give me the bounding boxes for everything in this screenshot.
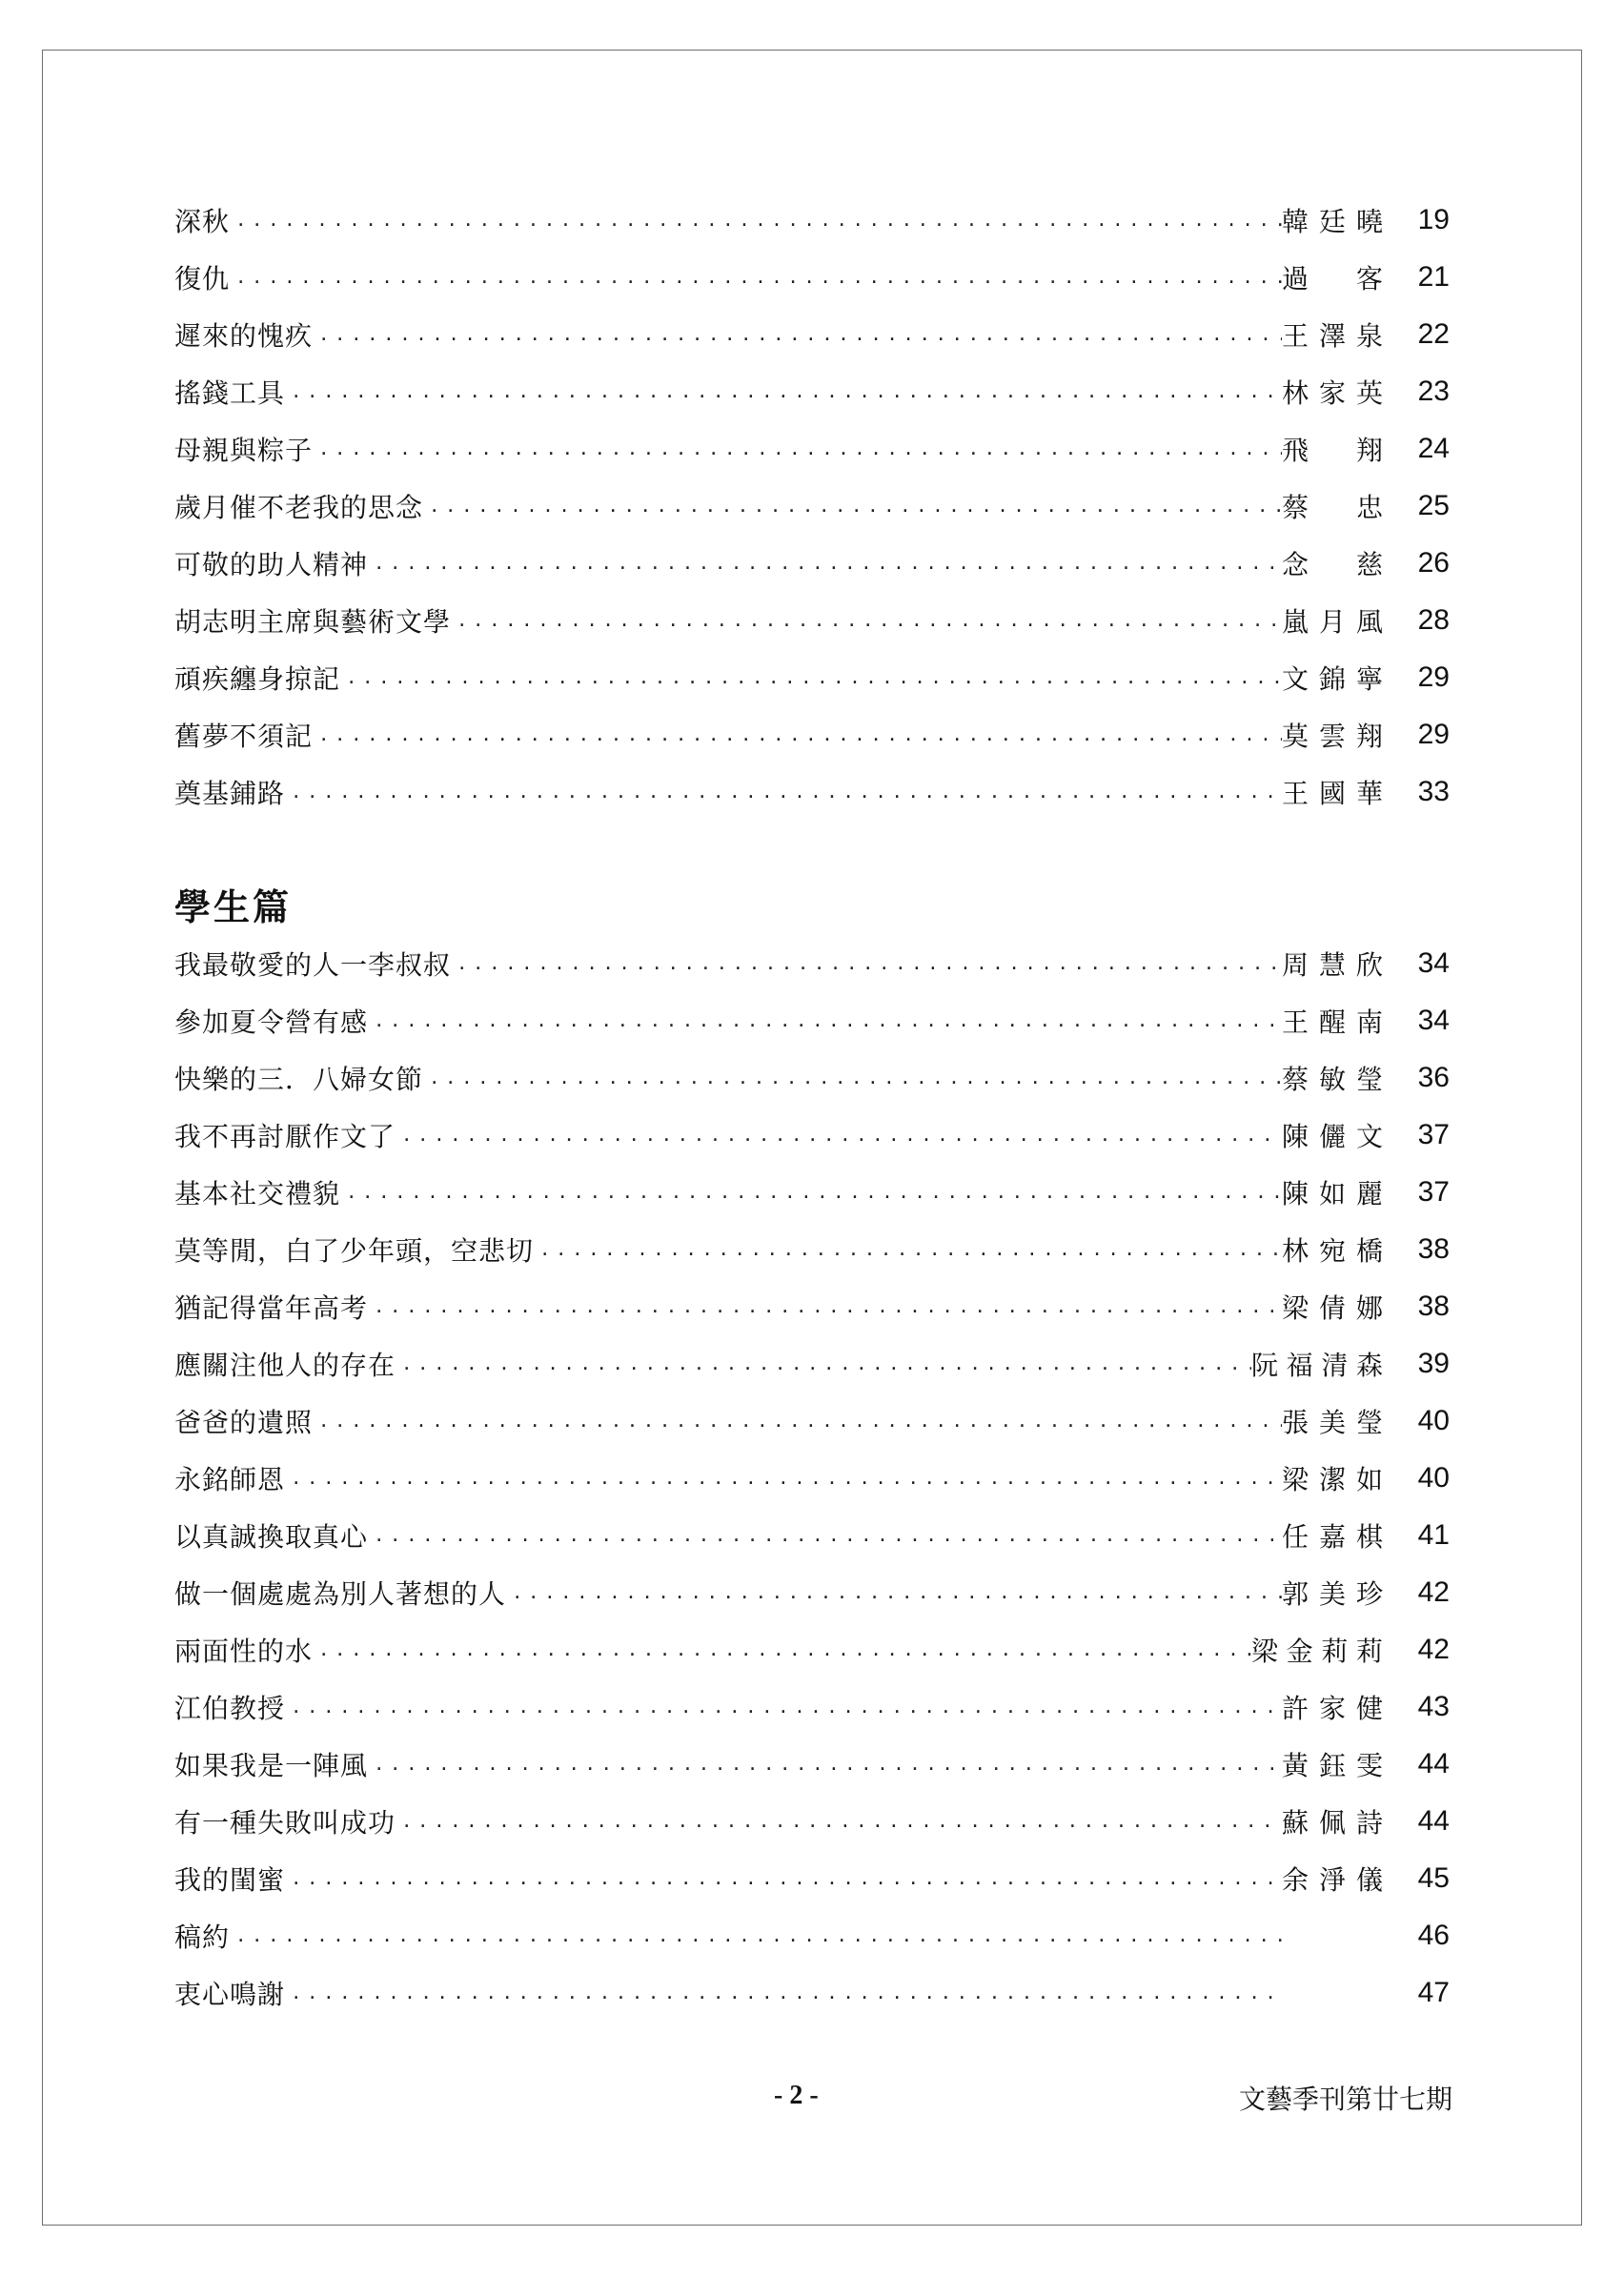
entry-title: 歲月催不老我的思念 <box>174 492 424 523</box>
toc-entry <box>174 1173 1450 1211</box>
entry-page-number: 33 <box>1417 776 1450 807</box>
entry-title: 以真誠換取真心 <box>174 1521 369 1553</box>
dot-leader <box>318 1402 1282 1440</box>
entry-title: 莫等閒，白了少年頭，空悲切 <box>174 1235 535 1267</box>
entry-page-number: 28 <box>1417 604 1450 636</box>
toc-entry <box>174 1516 1450 1555</box>
toc-entry <box>174 716 1450 754</box>
entry-page-number: 44 <box>1417 1805 1450 1837</box>
entry-page-number: 41 <box>1417 1519 1450 1551</box>
footer-publication-title: 文藝季刊第廿七期 <box>1238 2084 1452 2114</box>
entry-page-number: 47 <box>1417 1977 1450 2008</box>
entry-author: 林宛橋 <box>1282 1235 1383 1267</box>
dot-leader <box>539 1230 1282 1269</box>
toc-entry <box>174 1288 1450 1326</box>
dot-leader <box>291 1974 1282 2012</box>
entry-title: 做一個處處為別人著想的人 <box>174 1578 507 1610</box>
entry-author: 蔡 忠 <box>1282 492 1383 523</box>
entry-title: 可敬的助人精神 <box>174 549 369 580</box>
entry-title: 搖錢工具 <box>174 377 286 409</box>
toc-entry <box>174 1574 1450 1612</box>
dot-leader <box>318 716 1282 754</box>
dot-leader <box>457 945 1282 983</box>
entry-title: 遲來的愧疚 <box>174 320 314 352</box>
entry-title: 舊夢不須記 <box>174 721 314 752</box>
entry-page-number: 44 <box>1417 1748 1450 1779</box>
entry-author: 許家健 <box>1282 1693 1383 1724</box>
dot-leader <box>374 1516 1282 1555</box>
entry-author: 王醒南 <box>1282 1006 1383 1038</box>
entry-title: 我最敬愛的人一李叔叔 <box>174 949 452 981</box>
entry-page-number: 29 <box>1417 661 1450 693</box>
dot-leader <box>291 1860 1282 1898</box>
entry-page-number: 42 <box>1417 1634 1450 1665</box>
entry-author: 阮福清森 <box>1251 1350 1383 1381</box>
entry-page-number: 43 <box>1417 1691 1450 1722</box>
entry-author: 莫雲翔 <box>1282 721 1383 752</box>
dot-leader <box>401 1116 1282 1154</box>
entry-author: 黃鈺雯 <box>1282 1750 1383 1781</box>
entry-title: 胡志明主席與藝術文學 <box>174 606 452 638</box>
entry-author: 韓廷曉 <box>1282 206 1383 237</box>
toc-entry <box>174 773 1450 811</box>
entry-title: 兩面性的水 <box>174 1636 314 1667</box>
toc-entry <box>174 1917 1450 1955</box>
entry-page-number: 38 <box>1417 1291 1450 1322</box>
toc-entry <box>174 201 1450 239</box>
dot-leader <box>374 544 1282 582</box>
entry-page-number: 37 <box>1417 1176 1450 1208</box>
entry-page-number: 25 <box>1417 490 1450 521</box>
entry-page-number: 34 <box>1417 947 1450 979</box>
entry-title: 應關注他人的存在 <box>174 1350 396 1381</box>
section-heading: 學生篇 <box>174 885 293 928</box>
entry-title: 有一種失敗叫成功 <box>174 1807 396 1839</box>
entry-page-number: 37 <box>1417 1119 1450 1150</box>
entry-author: 周慧欣 <box>1282 949 1383 981</box>
entry-page-number: 19 <box>1417 204 1450 235</box>
toc-entry <box>174 659 1450 697</box>
toc-entry <box>174 1745 1450 1783</box>
toc-entry <box>174 945 1450 983</box>
toc-entry <box>174 1402 1450 1440</box>
entry-title: 參加夏令營有感 <box>174 1006 369 1038</box>
entry-title: 永銘師恩 <box>174 1464 286 1495</box>
dot-leader <box>291 373 1282 411</box>
entry-title: 母親與粽子 <box>174 435 314 466</box>
entry-page-number: 29 <box>1417 719 1450 750</box>
toc-entry <box>174 430 1450 468</box>
entry-title: 江伯教授 <box>174 1693 286 1724</box>
dot-leader <box>346 659 1282 697</box>
toc-entry <box>174 1974 1450 2012</box>
entry-author: 王澤泉 <box>1282 320 1383 352</box>
entry-author: 王國華 <box>1282 778 1383 809</box>
toc-entry <box>174 487 1450 525</box>
entry-author: 念 慈 <box>1282 549 1383 580</box>
entry-title: 爸爸的遺照 <box>174 1407 314 1438</box>
toc-entry <box>174 1631 1450 1669</box>
dot-leader <box>318 430 1282 468</box>
toc-entry <box>174 601 1450 640</box>
dot-leader <box>291 1459 1282 1497</box>
entry-page-number: 24 <box>1417 433 1450 464</box>
dot-leader <box>318 1631 1251 1669</box>
entry-author: 蔡敏瑩 <box>1282 1064 1383 1095</box>
dot-leader <box>429 487 1282 525</box>
entry-title: 頑疾纏身掠記 <box>174 663 341 695</box>
entry-author: 飛 翔 <box>1282 435 1383 466</box>
toc-entry <box>174 1230 1450 1269</box>
dot-leader <box>235 201 1282 239</box>
toc-entry <box>174 373 1450 411</box>
entry-title: 深秋 <box>174 206 231 237</box>
entry-author: 梁倩娜 <box>1282 1292 1383 1324</box>
dot-leader <box>401 1802 1282 1840</box>
entry-page-number: 38 <box>1417 1233 1450 1265</box>
toc-entry <box>174 1116 1450 1154</box>
dot-leader <box>318 315 1282 354</box>
entry-title: 衷心鳴謝 <box>174 1979 286 2010</box>
dot-leader <box>457 601 1282 640</box>
toc-entry <box>174 544 1450 582</box>
footer-page-number: - 2 - <box>774 2081 819 2110</box>
toc-entry <box>174 1459 1450 1497</box>
entry-page-number: 45 <box>1417 1862 1450 1894</box>
entry-page-number: 36 <box>1417 1062 1450 1093</box>
entry-page-number: 23 <box>1417 376 1450 407</box>
entry-title: 猶記得當年高考 <box>174 1292 369 1324</box>
entry-author: 林家英 <box>1282 377 1383 409</box>
entry-page-number: 39 <box>1417 1348 1450 1379</box>
toc-entry <box>174 1002 1450 1040</box>
entry-author: 張美瑩 <box>1282 1407 1383 1438</box>
entry-page-number: 22 <box>1417 318 1450 350</box>
dot-leader <box>512 1574 1282 1612</box>
entry-author: 任嘉棋 <box>1282 1521 1383 1553</box>
entry-author: 余淨儀 <box>1282 1864 1383 1896</box>
entry-author: 過 客 <box>1282 263 1383 295</box>
entry-page-number: 40 <box>1417 1462 1450 1494</box>
toc-entry <box>174 315 1450 354</box>
toc-entry <box>174 258 1450 296</box>
dot-leader <box>401 1345 1251 1383</box>
dot-leader <box>374 1745 1282 1783</box>
entry-page-number: 26 <box>1417 547 1450 579</box>
entry-title: 我的閨蜜 <box>174 1864 286 1896</box>
dot-leader <box>235 1917 1282 1955</box>
entry-page-number: 42 <box>1417 1576 1450 1608</box>
entry-author: 梁金莉莉 <box>1251 1636 1383 1667</box>
dot-leader <box>291 773 1282 811</box>
entry-author: 陳儷文 <box>1282 1121 1383 1152</box>
entry-author: 陳如麗 <box>1282 1178 1383 1210</box>
entry-title: 如果我是一陣風 <box>174 1750 369 1781</box>
entry-page-number: 46 <box>1417 1920 1450 1951</box>
dot-leader <box>291 1688 1282 1726</box>
dot-leader <box>235 258 1282 296</box>
toc-entry <box>174 1059 1450 1097</box>
entry-author: 郭美珍 <box>1282 1578 1383 1610</box>
dot-leader <box>374 1288 1282 1326</box>
entry-author: 嵐月風 <box>1282 606 1383 638</box>
dot-leader <box>429 1059 1282 1097</box>
entry-page-number: 21 <box>1417 261 1450 293</box>
toc-entry <box>174 1802 1450 1840</box>
entry-author: 梁潔如 <box>1282 1464 1383 1495</box>
toc-entry <box>174 1345 1450 1383</box>
entry-author: 蘇佩詩 <box>1282 1807 1383 1839</box>
entry-title: 稿約 <box>174 1921 231 1953</box>
dot-leader <box>374 1002 1282 1040</box>
toc-entry <box>174 1688 1450 1726</box>
entry-title: 復仇 <box>174 263 231 295</box>
dot-leader <box>346 1173 1282 1211</box>
entry-page-number: 34 <box>1417 1005 1450 1036</box>
entry-page-number: 40 <box>1417 1405 1450 1436</box>
entry-title: 奠基鋪路 <box>174 778 286 809</box>
entry-title: 我不再討厭作文了 <box>174 1121 396 1152</box>
entry-author: 文錦寧 <box>1282 663 1383 695</box>
entry-title: 基本社交禮貌 <box>174 1178 341 1210</box>
toc-entry <box>174 1860 1450 1898</box>
entry-title: 快樂的三．八婦女節 <box>174 1064 424 1095</box>
